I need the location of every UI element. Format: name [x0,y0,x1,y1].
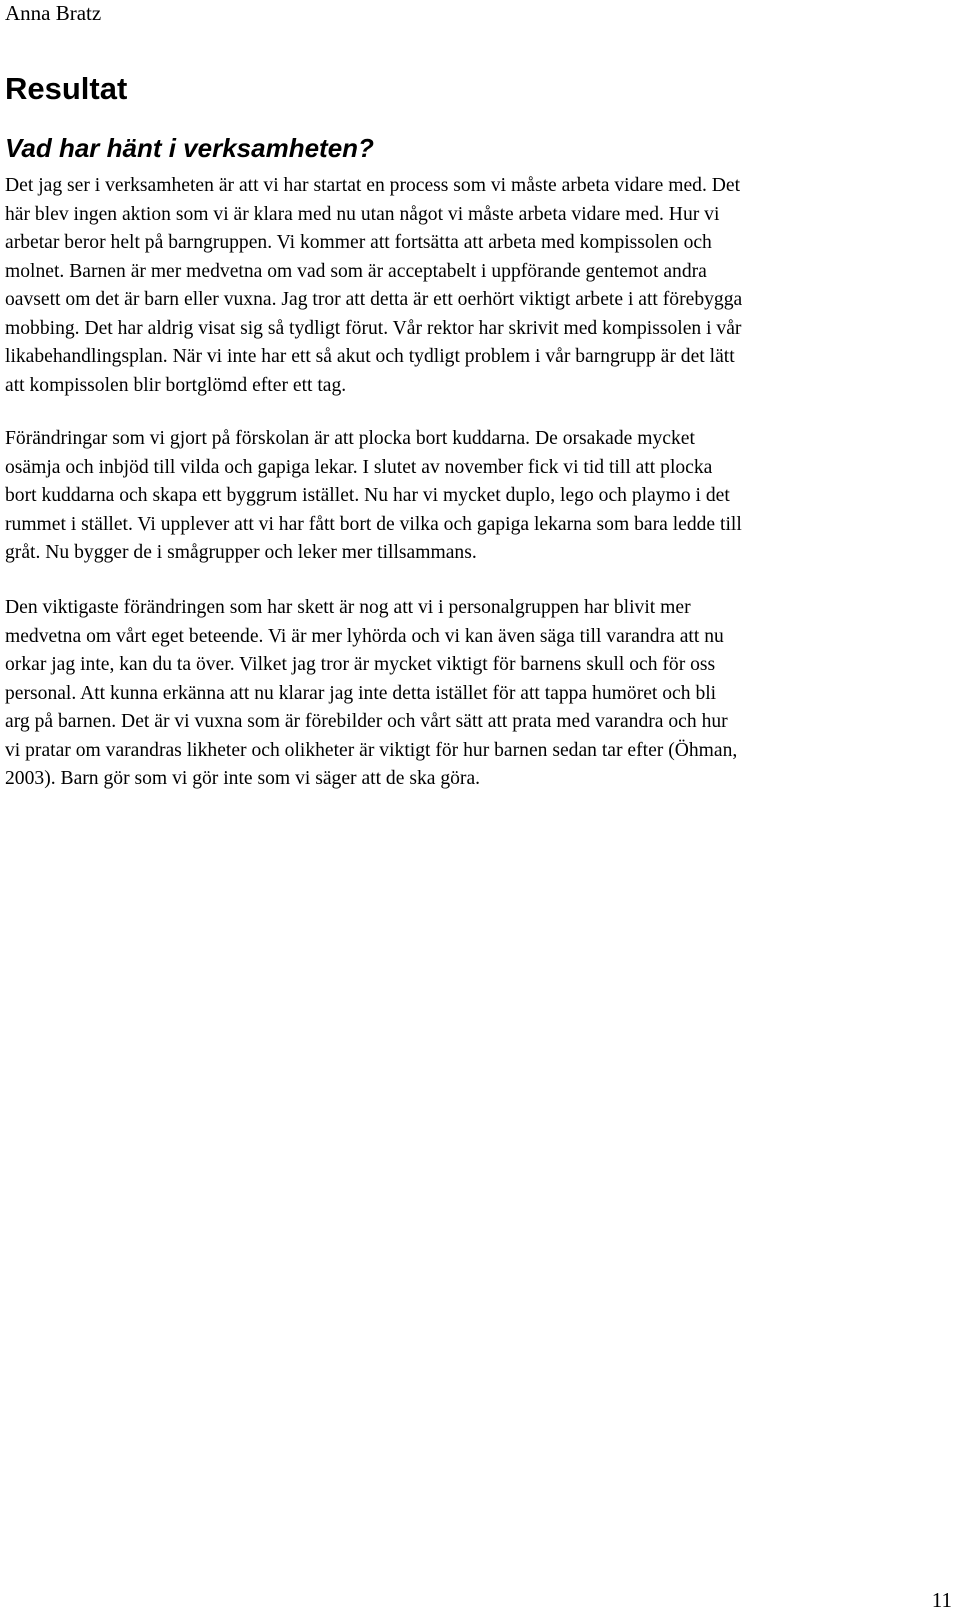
page-number: 11 [931,1588,952,1612]
paragraph-3 [5,594,955,794]
text-line: osämja och inbjöd till vilda och gapiga lekar. I slutet av november fick vi tid till att plocka [5,456,713,478]
text-line: Den viktigaste förändringen som har skett är nog att vi i personalgruppen har blivit mer [5,597,691,618]
text-line: likabehandlingsplan. När vi inte har ett så akut och tydligt problem i vår barngrupp är det lätt [5,346,735,367]
text-line: rummet i stället. Vi upplever att vi har fått bort de vilka och gapiga lekarna som bara ledde till [5,513,742,535]
text-line: bort kuddarna och skapa ett byggrum istället. Nu har vi mycket duplo, lego och playmo i det [5,485,730,506]
text-line: Det jag ser i verksamheten är att vi har startat en process som vi måste arbeta vidare med. Det [5,175,741,196]
text-line: Förändringar som vi gjort på förskolan är att plocka bort kuddarna. De orsakade mycket [5,428,695,449]
text-line: molnet. Barnen är mer medvetna om vad som är acceptabelt i uppförande gentemot andra [5,260,707,282]
text-line: här blev ingen aktion som vi är klara med nu utan något vi måste arbeta vidare med. Hur vi [5,203,720,225]
text-line: 2003). Barn gör som vi gör inte som vi säger att de ska göra. [5,768,481,789]
text-line: oavsett om det är barn eller vuxna. Jag tror att detta är ett oerhört viktigt arbete i att förebygga [5,289,743,310]
paragraph-1 [5,172,955,400]
section-title: Resultat [5,71,128,106]
text-line: personal. Att kunna erkänna att nu klarar jag inte detta istället för att tappa humöret och bli [5,682,717,704]
text-line: att kompissolen blir bortglömd efter ett tag. [5,374,347,396]
text-line: vi pratar om varandras likheter och olikheter är viktigt för hur barnen sedan tar efter (Öhman, [5,739,738,761]
text-line: orkar jag inte, kan du ta över. Vilket jag tror är mycket viktigt för barnens skull och för oss [5,654,716,675]
text-line: arg på barnen. Det är vi vuxna som är förebilder och vårt sätt att prata med varandra och hur [5,711,728,732]
text-line: gråt. Nu bygger de i smågrupper och leker mer tillsammans. [5,542,477,563]
text-line: mobbing. Det har aldrig visat sig så tydligt förut. Vår rektor har skrivit med kompissolen i vår [5,317,742,339]
section-subtitle: Vad har hänt i verksamheten? [5,133,374,163]
author-name: Anna Bratz [5,1,102,25]
paragraph-2 [5,425,955,568]
text-line: medvetna om vårt eget beteende. Vi är mer lyhörda och vi kan även säga till varandra att nu [5,625,724,647]
text-line: arbetar beror helt på barngruppen. Vi kommer att fortsätta att arbeta med kompissolen och [5,232,712,253]
